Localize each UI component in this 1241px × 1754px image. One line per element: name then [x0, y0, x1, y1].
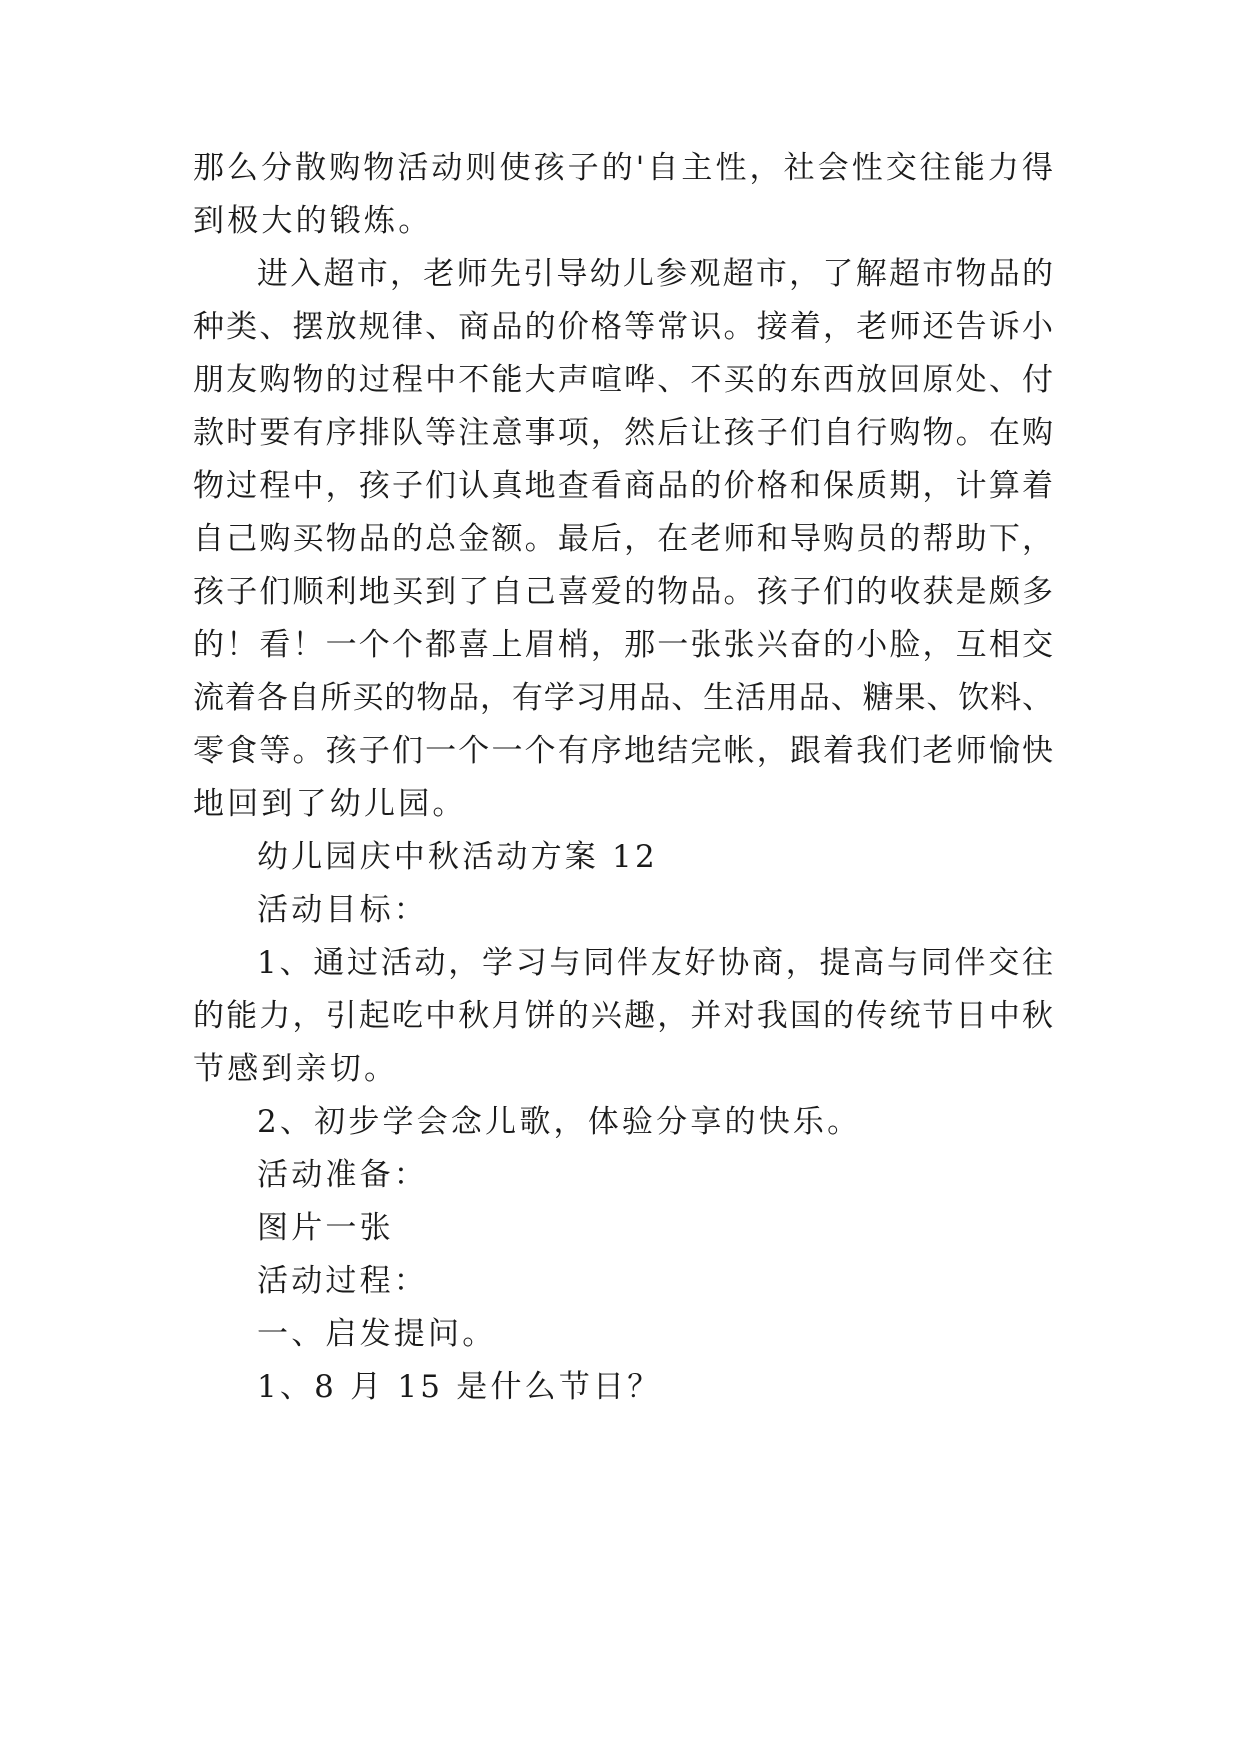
body-line: 那么分散购物活动则使孩子的'自主性，社会性交往能力得: [193, 150, 1053, 186]
body-line: 地回到了幼儿园。: [193, 786, 467, 822]
body-line: 款时要有序排队等注意事项，然后让孩子们自行购物。在购: [193, 415, 1053, 451]
section-heading: 幼儿园庆中秋活动方案 12: [257, 839, 658, 875]
body-line: 一、启发提问。: [257, 1316, 497, 1352]
body-line: 进入超市，老师先引导幼儿参观超市，了解超市物品的: [257, 256, 1053, 292]
body-line: 的能力，引起吃中秋月饼的兴趣，并对我国的传统节日中秋: [193, 998, 1053, 1034]
subheading-preparation: 活动准备：: [257, 1157, 428, 1193]
body-line: 物过程中，孩子们认真地查看商品的价格和保质期，计算着: [193, 468, 1053, 504]
subheading-goals: 活动目标：: [257, 892, 428, 928]
body-line: 种类、摆放规律、商品的价格等常识。接着，老师还告诉小: [193, 309, 1053, 345]
body-line: 朋友购物的过程中不能大声喧哗、不买的东西放回原处、付: [193, 362, 1053, 398]
body-line: 节感到亲切。: [193, 1051, 399, 1087]
body-line: 图片一张: [257, 1210, 394, 1246]
body-line: 自己购买物品的总金额。最后，在老师和导购员的帮助下，: [193, 521, 1053, 557]
subheading-process: 活动过程：: [257, 1263, 428, 1299]
body-line: 1、通过活动，学习与同伴友好协商，提高与同伴交往: [257, 945, 1053, 981]
body-line: 1、8 月 15 是什么节日？: [257, 1369, 662, 1405]
body-line: 到极大的锻炼。: [193, 203, 433, 239]
body-line: 的！看！一个个都喜上眉梢，那一张张兴奋的小脸，互相交: [193, 627, 1053, 663]
body-line: 孩子们顺利地买到了自己喜爱的物品。孩子们的收获是颇多: [193, 574, 1053, 610]
body-line: 2、初步学会念儿歌，体验分享的快乐。: [257, 1104, 862, 1140]
body-line: 流着各自所买的物品，有学习用品、生活用品、糖果、饮料、: [193, 680, 1053, 716]
body-line: 零食等。孩子们一个一个有序地结完帐，跟着我们老师愉快: [193, 733, 1053, 769]
